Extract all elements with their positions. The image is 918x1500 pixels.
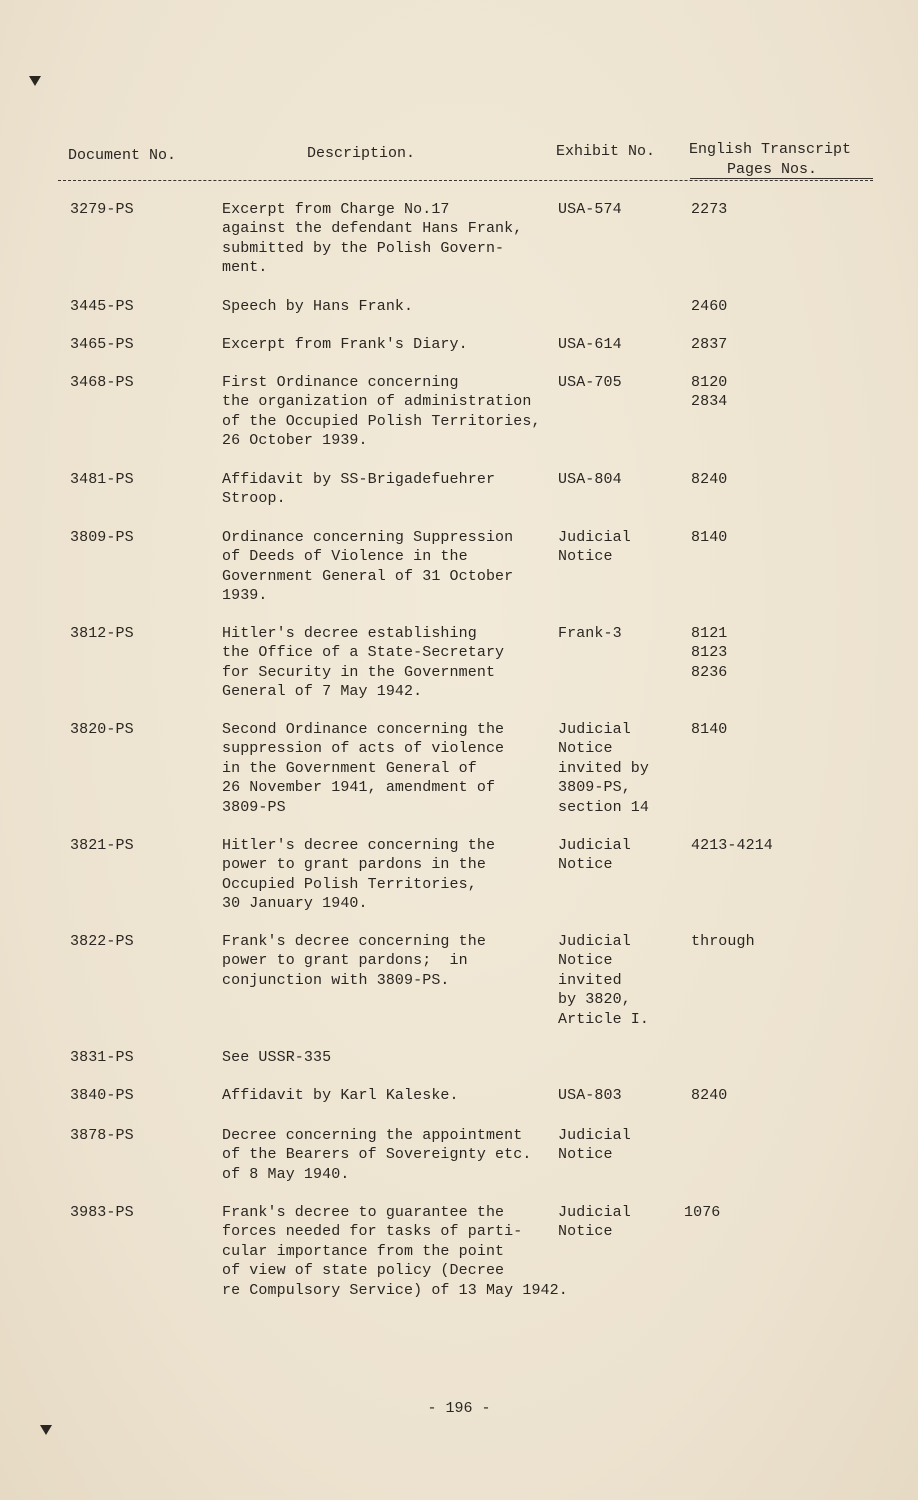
exhibit-number: USA-804	[558, 471, 622, 488]
doc-number: 3481-PS	[70, 471, 134, 488]
transcript-pages: 8140	[691, 721, 728, 738]
description: Second Ordinance concerning the suppression of acts of violence in the Government General of 26 November 1941, amendment of 3809-PS	[222, 721, 505, 816]
description: Excerpt from Charge No.17 against the defendant Hans Frank, submitted by the Polish Govern- ment.	[222, 201, 523, 277]
transcript-pages: 8120 2834	[691, 374, 728, 411]
doc-number: 3983-PS	[70, 1204, 134, 1221]
description: Excerpt from Frank's Diary.	[222, 336, 468, 353]
exhibit-number: Judicial Notice invited by 3820, Article I.	[558, 933, 650, 1028]
description: Decree concerning the appointment of the Bearers of Sovereignty etc. of 8 May 1940.	[222, 1127, 532, 1183]
header-divider	[58, 180, 873, 181]
header-underline	[690, 178, 873, 179]
exhibit-number: Judicial Notice	[558, 837, 631, 874]
bullet-mark-icon	[40, 1425, 52, 1435]
doc-number: 3820-PS	[70, 721, 134, 738]
transcript-pages: 4213-4214	[691, 837, 773, 854]
description: Frank's decree concerning the power to grant pardons; in conjunction with 3809-PS.	[222, 933, 486, 989]
exhibit-number: USA-614	[558, 336, 622, 353]
transcript-pages: 8121 8123 8236	[691, 625, 728, 681]
transcript-pages: 8140	[691, 529, 728, 546]
doc-number: 3468-PS	[70, 374, 134, 391]
exhibit-number: USA-574	[558, 201, 622, 218]
header-exhibit-no: Exhibit No.	[556, 143, 656, 160]
exhibit-number: Judicial Notice	[558, 1204, 631, 1241]
header-description: Description.	[307, 145, 416, 162]
description: Affidavit by SS-Brigadefuehrer Stroop.	[222, 471, 496, 508]
exhibit-number: Judicial Notice	[558, 529, 631, 566]
header-document-no: Document No.	[68, 147, 177, 164]
transcript-pages: 8240	[691, 471, 728, 488]
transcript-pages: 2837	[691, 336, 728, 353]
exhibit-number: USA-705	[558, 374, 622, 391]
doc-number: 3812-PS	[70, 625, 134, 642]
doc-number: 3822-PS	[70, 933, 134, 950]
description: Ordinance concerning Suppression of Deeds of Violence in the Government General of 31 October 1939.	[222, 529, 514, 605]
description: See USSR-335	[222, 1049, 332, 1066]
transcript-pages: 1076	[684, 1204, 721, 1221]
description: Hitler's decree establishing the Office of a State-Secretary for Security in the Government General of 7 May 1942.	[222, 625, 505, 701]
doc-number: 3809-PS	[70, 529, 134, 546]
description: Frank's decree to guarantee the forces needed for tasks of parti- cular importance from the point of view of state policy (Decree re Compulsory Service) of 13 May 1942.	[222, 1204, 568, 1299]
doc-number: 3465-PS	[70, 336, 134, 353]
description: First Ordinance concerning the organization of administration of the Occupied Polish Territories, 26 October 1939.	[222, 374, 541, 450]
doc-number: 3840-PS	[70, 1087, 134, 1104]
doc-number: 3878-PS	[70, 1127, 134, 1144]
transcript-pages: 2273	[691, 201, 728, 218]
exhibit-number: Judicial Notice	[558, 1127, 631, 1164]
transcript-pages: 8240	[691, 1087, 728, 1104]
header-transcript-line2: Pages Nos.	[727, 161, 818, 178]
exhibit-number: Judicial Notice invited by 3809-PS, section 14	[558, 721, 650, 816]
doc-number: 3445-PS	[70, 298, 134, 315]
bullet-mark-icon	[29, 76, 41, 86]
description: Hitler's decree concerning the power to grant pardons in the Occupied Polish Territories, 30 January 1940.	[222, 837, 496, 913]
doc-number: 3821-PS	[70, 837, 134, 854]
description: Affidavit by Karl Kaleske.	[222, 1087, 459, 1104]
transcript-pages: 2460	[691, 298, 728, 315]
exhibit-number: USA-803	[558, 1087, 622, 1104]
doc-number: 3279-PS	[70, 201, 134, 218]
page-number: - 196 -	[427, 1400, 491, 1417]
transcript-pages: through	[691, 933, 755, 950]
description: Speech by Hans Frank.	[222, 298, 414, 315]
header-transcript-line1: English Transcript	[689, 141, 852, 158]
doc-number: 3831-PS	[70, 1049, 134, 1066]
exhibit-number: Frank-3	[558, 625, 622, 642]
